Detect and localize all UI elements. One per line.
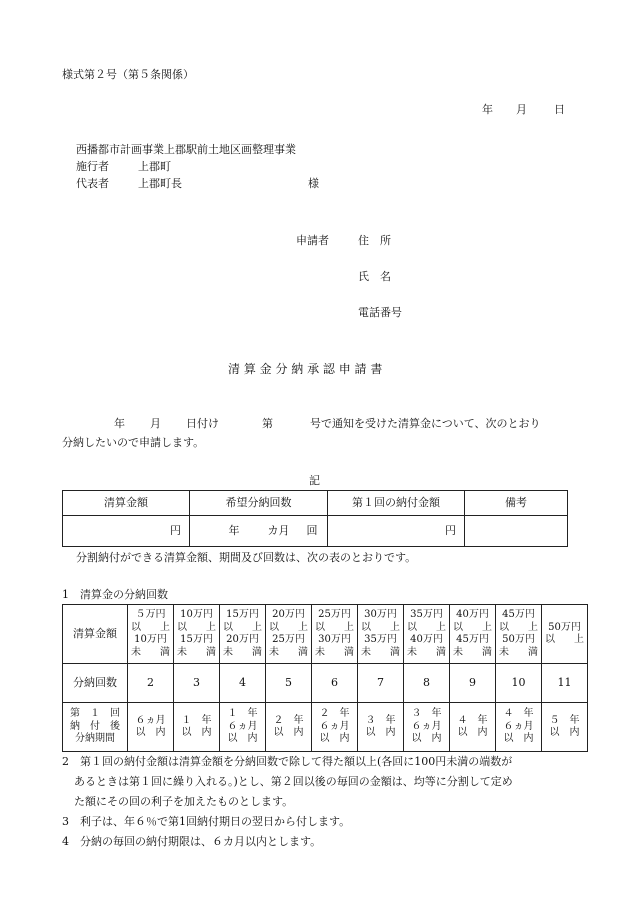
amount-lower: 35万円 bbox=[410, 609, 443, 620]
amount-miman-2: 満 bbox=[252, 646, 262, 658]
amount-lower: 45万円 bbox=[502, 609, 535, 620]
schedule-count-row bbox=[63, 664, 588, 703]
period-line: 以 内 bbox=[457, 727, 488, 738]
schedule-period-row bbox=[63, 703, 588, 752]
amount-ijo bbox=[496, 622, 541, 635]
amount-ijo bbox=[404, 622, 449, 635]
amount-upper: 30万円 bbox=[318, 634, 351, 645]
project-name: 西播都市計画事業上郡駅前土地区画整理事業 bbox=[76, 143, 296, 156]
count-cell: 3 bbox=[174, 664, 220, 703]
body-date: 日付け bbox=[186, 417, 219, 430]
period-line: 以 内 bbox=[273, 727, 304, 738]
amount-lower: 25万円 bbox=[318, 609, 351, 620]
amount-miman bbox=[496, 647, 541, 660]
amount-miman bbox=[128, 647, 173, 660]
period-line: １ 年 bbox=[181, 714, 212, 726]
amount-ijo-2: 上 bbox=[482, 621, 492, 633]
amount-ijo-2: 上 bbox=[344, 621, 354, 633]
document-title: 清 算 金 分 納 承 認 申 請 書 bbox=[228, 362, 383, 376]
body-line1-rest: 号で通知を受けた清算金について、次のとおり bbox=[310, 417, 541, 430]
amount-ijo bbox=[174, 622, 219, 635]
amount-range-cell bbox=[358, 605, 404, 664]
amount-ijo bbox=[266, 622, 311, 635]
amount-ijo-2: 上 bbox=[436, 621, 446, 633]
header-first-payment: 第１回の納付金額 bbox=[328, 491, 465, 516]
amount-ijo-2: 上 bbox=[298, 621, 308, 633]
count-cell: 6 bbox=[312, 664, 358, 703]
ki-mark: 記 bbox=[309, 474, 320, 487]
amount-ijo-2: 上 bbox=[390, 621, 400, 633]
amount-miman-1: 未 bbox=[177, 646, 187, 658]
period-line: ３ 年 bbox=[411, 708, 442, 720]
amount-ijo-2: 上 bbox=[252, 621, 262, 633]
header-count: 希望分納回数 bbox=[190, 491, 328, 516]
amount-ijo-1: 以 bbox=[545, 634, 555, 645]
amount-ijo-1: 以 bbox=[361, 621, 371, 633]
amount-miman-1: 未 bbox=[407, 646, 417, 658]
amount-miman-2: 満 bbox=[344, 646, 354, 658]
count-cell: 2 bbox=[128, 664, 174, 703]
date-day-label: 日 bbox=[554, 103, 565, 116]
row-label-count: 分納回数 bbox=[63, 664, 128, 703]
amount-miman-1: 未 bbox=[315, 646, 325, 658]
amount-miman-1: 未 bbox=[131, 646, 141, 658]
amount-miman-1: 未 bbox=[499, 646, 509, 658]
amount-miman bbox=[266, 647, 311, 660]
amount-range-cell bbox=[496, 605, 542, 664]
amount-ijo-1: 以 bbox=[131, 621, 141, 633]
amount-range-cell bbox=[174, 605, 220, 664]
count-cell: 8 bbox=[404, 664, 450, 703]
amount-lower: 15万円 bbox=[226, 609, 259, 620]
period-line: 以 内 bbox=[365, 727, 396, 738]
period-label-line: 第 １ 回 bbox=[70, 708, 120, 720]
form-number: 様式第２号（第５条関係） bbox=[62, 68, 194, 81]
notes bbox=[62, 752, 582, 852]
period-line: ６ヵ月 bbox=[319, 720, 350, 732]
period-cell bbox=[358, 703, 404, 752]
count-field[interactable] bbox=[190, 516, 328, 547]
count-cell: 7 bbox=[358, 664, 404, 703]
period-cell bbox=[220, 703, 266, 752]
header-remarks: 備考 bbox=[465, 491, 568, 516]
period-cell bbox=[450, 703, 496, 752]
amount-miman bbox=[220, 647, 265, 660]
amount-upper: 10万円 bbox=[134, 634, 167, 645]
amount-miman-2: 満 bbox=[528, 646, 538, 658]
amount-ijo-1: 以 bbox=[315, 621, 325, 633]
count-cell: 9 bbox=[450, 664, 496, 703]
body-no: 第 bbox=[262, 417, 273, 430]
amount-ijo-2: 上 bbox=[206, 621, 216, 633]
amount-range-cell bbox=[404, 605, 450, 664]
amount-range-cell bbox=[220, 605, 266, 664]
period-line: ５ 年 bbox=[549, 714, 580, 726]
count-times: 回 bbox=[306, 524, 318, 538]
row-label-amount: 清算金額 bbox=[63, 605, 128, 664]
amount-upper: 50万円 bbox=[502, 634, 535, 645]
amount-miman-1: 未 bbox=[269, 646, 279, 658]
date-year-label: 年 bbox=[482, 103, 493, 116]
name-label: 氏 名 bbox=[358, 270, 391, 283]
amount-upper: 35万円 bbox=[364, 634, 397, 645]
phone-label: 電話番号 bbox=[358, 306, 402, 319]
amount-lower: 30万円 bbox=[364, 609, 397, 620]
amount-miman bbox=[404, 647, 449, 660]
period-line: ２ 年 bbox=[273, 714, 304, 726]
note-2-line-1: 2 第１回の納付金額は清算金額を分納回数で除して得た額以上(各回に100円未満の端数が bbox=[62, 755, 513, 768]
count-year: 年 bbox=[228, 524, 240, 538]
representative-value: 上郡町長 bbox=[138, 177, 182, 190]
period-line: 以 内 bbox=[181, 727, 212, 738]
body-line2: 分納したいので申請します。 bbox=[62, 436, 205, 449]
period-cell bbox=[266, 703, 312, 752]
period-line: ２ 年 bbox=[319, 708, 350, 720]
amount-miman-2: 満 bbox=[298, 646, 308, 658]
amount-range-cell bbox=[450, 605, 496, 664]
period-line: １ 年 bbox=[227, 708, 258, 720]
amount-ijo bbox=[542, 634, 587, 647]
period-cell bbox=[128, 703, 174, 752]
period-line: 以 内 bbox=[135, 727, 166, 738]
application-input-row bbox=[63, 516, 568, 547]
period-line: ６ヵ月 bbox=[503, 720, 534, 732]
amount-ijo-2: 上 bbox=[160, 621, 170, 633]
count-cell: 5 bbox=[266, 664, 312, 703]
amount-miman-2: 満 bbox=[390, 646, 400, 658]
amount-upper: 40万円 bbox=[410, 634, 443, 645]
note-2-line-3: た額にその回の利子を加えたものとします。 bbox=[74, 795, 294, 808]
representative-label: 代表者 bbox=[76, 177, 109, 190]
amount-miman-1: 未 bbox=[361, 646, 371, 658]
note-2-line-2: あるときは第１回に繰り入れる。)とし、第２回以後の毎回の金額は、均等に分割して定め bbox=[74, 775, 513, 788]
period-cell bbox=[496, 703, 542, 752]
amount-range-cell bbox=[542, 605, 588, 664]
amount-ijo-2: 上 bbox=[574, 634, 584, 645]
amount-ijo-1: 以 bbox=[453, 621, 463, 633]
period-line: 以 内 bbox=[549, 727, 580, 738]
amount-upper: 25万円 bbox=[272, 634, 305, 645]
amount-ijo-1: 以 bbox=[269, 621, 279, 633]
amount-miman bbox=[312, 647, 357, 660]
amount-unit: 円 bbox=[170, 524, 181, 538]
period-line: ３ 年 bbox=[365, 714, 396, 726]
amount-miman-1: 未 bbox=[223, 646, 233, 658]
period-line: ４ 年 bbox=[457, 714, 488, 726]
amount-ijo-1: 以 bbox=[223, 621, 233, 633]
amount-ijo-1: 以 bbox=[499, 621, 509, 633]
count-cell: 10 bbox=[496, 664, 542, 703]
row-label-period bbox=[63, 703, 128, 752]
amount-lower: 50万円 bbox=[548, 621, 581, 633]
period-cell bbox=[404, 703, 450, 752]
remarks-field[interactable] bbox=[465, 516, 568, 547]
amount-miman bbox=[450, 647, 495, 660]
amount-ijo bbox=[358, 622, 403, 635]
amount-lower: 20万円 bbox=[272, 609, 305, 620]
amount-lower: 40万円 bbox=[456, 609, 489, 620]
note-3: 3 利子は、年６％で第1回納付期日の翌日から付します。 bbox=[62, 815, 351, 828]
amount-lower: ５万円 bbox=[135, 609, 166, 620]
amount-ijo-1: 以 bbox=[177, 621, 187, 633]
application-header-row bbox=[63, 491, 568, 516]
amount-upper: 15万円 bbox=[180, 634, 213, 645]
amount-miman bbox=[174, 647, 219, 660]
amount-upper: 20万円 bbox=[226, 634, 259, 645]
amount-ijo bbox=[128, 622, 173, 635]
body-year: 年 bbox=[114, 417, 125, 430]
period-line: ６ヵ月 bbox=[411, 720, 442, 732]
amount-miman-2: 満 bbox=[436, 646, 446, 658]
operator-label: 施行者 bbox=[76, 160, 109, 173]
schedule-amount-row bbox=[63, 605, 588, 664]
count-cell: 4 bbox=[220, 664, 266, 703]
amount-miman-2: 満 bbox=[160, 646, 170, 658]
honorific: 様 bbox=[308, 177, 319, 190]
period-label-line: 分納期間 bbox=[75, 733, 115, 745]
first-payment-unit: 円 bbox=[445, 524, 456, 538]
amount-range-cell bbox=[312, 605, 358, 664]
amount-ijo bbox=[220, 622, 265, 635]
period-cell bbox=[542, 703, 588, 752]
schedule-intro: 分割納付ができる清算金額、期間及び回数は、次の表のとおりです。 bbox=[76, 551, 417, 564]
amount-ijo bbox=[450, 622, 495, 635]
header-amount: 清算金額 bbox=[63, 491, 190, 516]
count-cell: 11 bbox=[542, 664, 588, 703]
schedule-table bbox=[62, 604, 588, 752]
period-cell bbox=[312, 703, 358, 752]
period-line: 以 内 bbox=[319, 733, 350, 745]
first-payment-field[interactable] bbox=[328, 516, 465, 547]
note-4: 4 分納の毎回の納付期限は、６カ月以内とします。 bbox=[62, 835, 322, 848]
amount-field[interactable] bbox=[63, 516, 190, 547]
amount-range-cell bbox=[266, 605, 312, 664]
period-line: ４ 年 bbox=[503, 708, 534, 720]
amount-ijo-1: 以 bbox=[407, 621, 417, 633]
amount-miman bbox=[358, 647, 403, 660]
amount-ijo bbox=[312, 622, 357, 635]
period-line: ６ヵ月 bbox=[135, 714, 166, 726]
date-month-label: 月 bbox=[516, 103, 527, 116]
period-cell bbox=[174, 703, 220, 752]
amount-miman-1: 未 bbox=[453, 646, 463, 658]
address-label: 住 所 bbox=[358, 234, 391, 247]
applicant-label: 申請者 bbox=[296, 234, 329, 247]
application-table bbox=[62, 490, 568, 547]
amount-upper: 45万円 bbox=[456, 634, 489, 645]
period-label-line: 納 付 後 bbox=[70, 720, 120, 732]
period-line: ６ヵ月 bbox=[227, 720, 258, 732]
period-line: 以 内 bbox=[227, 733, 258, 745]
period-line: 以 内 bbox=[503, 733, 534, 745]
body-month: 月 bbox=[150, 417, 161, 430]
schedule-heading: 1 清算金の分納回数 bbox=[62, 588, 168, 601]
count-month: カ月 bbox=[267, 524, 290, 538]
amount-lower: 10万円 bbox=[180, 609, 213, 620]
amount-range-cell bbox=[128, 605, 174, 664]
period-line: 以 内 bbox=[411, 733, 442, 745]
operator-value: 上郡町 bbox=[138, 160, 171, 173]
amount-ijo-2: 上 bbox=[528, 621, 538, 633]
amount-miman-2: 満 bbox=[482, 646, 492, 658]
amount-miman-2: 満 bbox=[206, 646, 216, 658]
